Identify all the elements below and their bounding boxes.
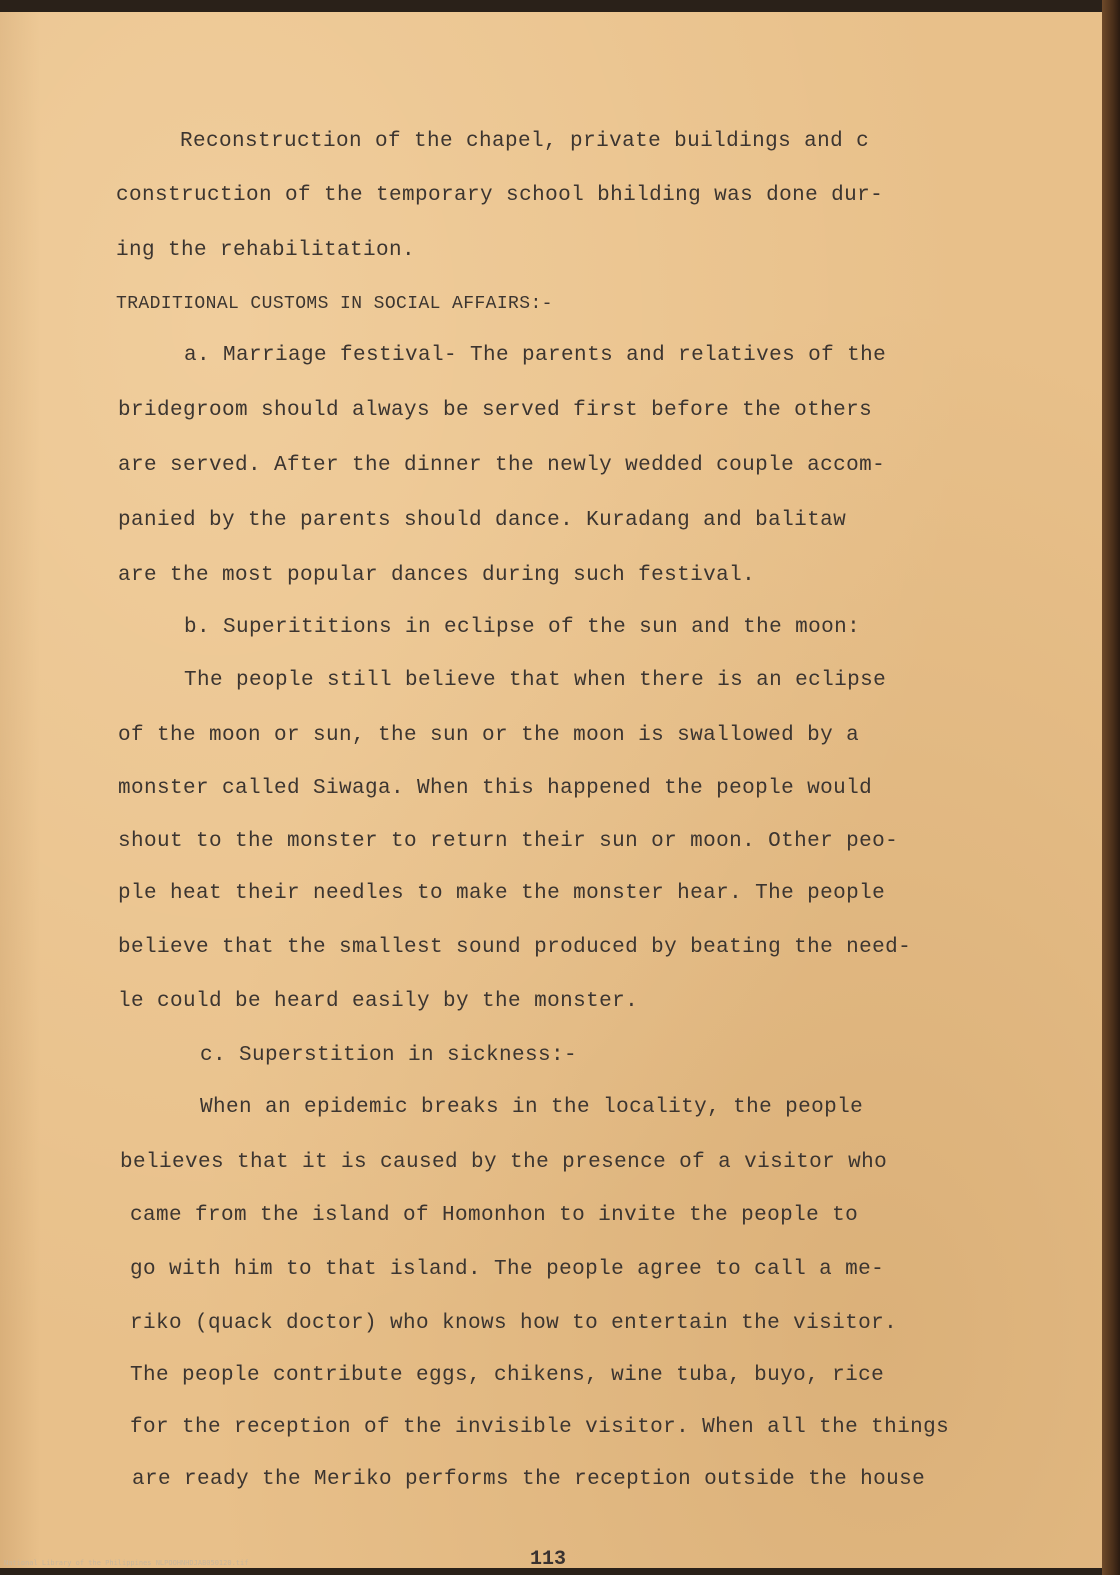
subheading: b. Superititions in eclipse of the sun and the moon: — [184, 616, 861, 639]
text-line: are ready the Meriko performs the reception outside the house — [132, 1468, 926, 1491]
section-heading: TRADITIONAL CUSTOMS IN SOCIAL AFFAIRS:- — [116, 294, 553, 314]
archive-footer-caption: National Library of the Philippines NLPOOHNHDJAB050120.tif — [4, 1559, 249, 1567]
text-line: believe that the smallest sound produced by beating the need- — [118, 936, 912, 959]
text-line: believes that it is caused by the presence of a visitor who — [120, 1151, 888, 1174]
text-line: shout to the monster to return their sun or moon. Other peo- — [118, 830, 899, 853]
text-line: Reconstruction of the chapel, private buildings and c — [180, 130, 870, 153]
text-line: go with him to that island. The people agree to call a me- — [130, 1258, 885, 1281]
text-line: riko (quack doctor) who knows how to entertain the visitor. — [130, 1312, 898, 1335]
text-line: construction of the temporary school bhilding was done dur- — [116, 184, 884, 207]
text-line: a. Marriage festival- The parents and relatives of the — [184, 344, 887, 367]
page-number: 113 — [530, 1548, 567, 1568]
text-line: The people still believe that when there is an eclipse — [184, 669, 887, 692]
text-line: of the moon or sun, the sun or the moon is swallowed by a — [118, 724, 860, 747]
text-line: ing the rehabilitation. — [116, 239, 416, 262]
text-line: are served. After the dinner the newly wedded couple accom- — [118, 454, 886, 477]
document-page — [0, 12, 1102, 1568]
text-line: monster called Siwaga. When this happened the people would — [118, 777, 873, 800]
text-line: came from the island of Homonhon to invite the people to — [130, 1204, 859, 1227]
text-line: The people contribute eggs, chikens, wine tuba, buyo, rice — [130, 1364, 885, 1387]
text-line: bridegroom should always be served first before the others — [118, 399, 873, 422]
text-line: are the most popular dances during such festival. — [118, 564, 756, 587]
text-line: panied by the parents should dance. Kuradang and balitaw — [118, 509, 847, 532]
text-line: When an epidemic breaks in the locality, the people — [200, 1096, 864, 1119]
subheading: c. Superstition in sickness:- — [200, 1044, 578, 1067]
book-binding-edge — [1102, 0, 1120, 1575]
text-line: le could be heard easily by the monster. — [118, 990, 639, 1013]
text-line: ple heat their needles to make the monster hear. The people — [118, 882, 886, 905]
text-line: for the reception of the invisible visitor. When all the things — [130, 1416, 950, 1439]
